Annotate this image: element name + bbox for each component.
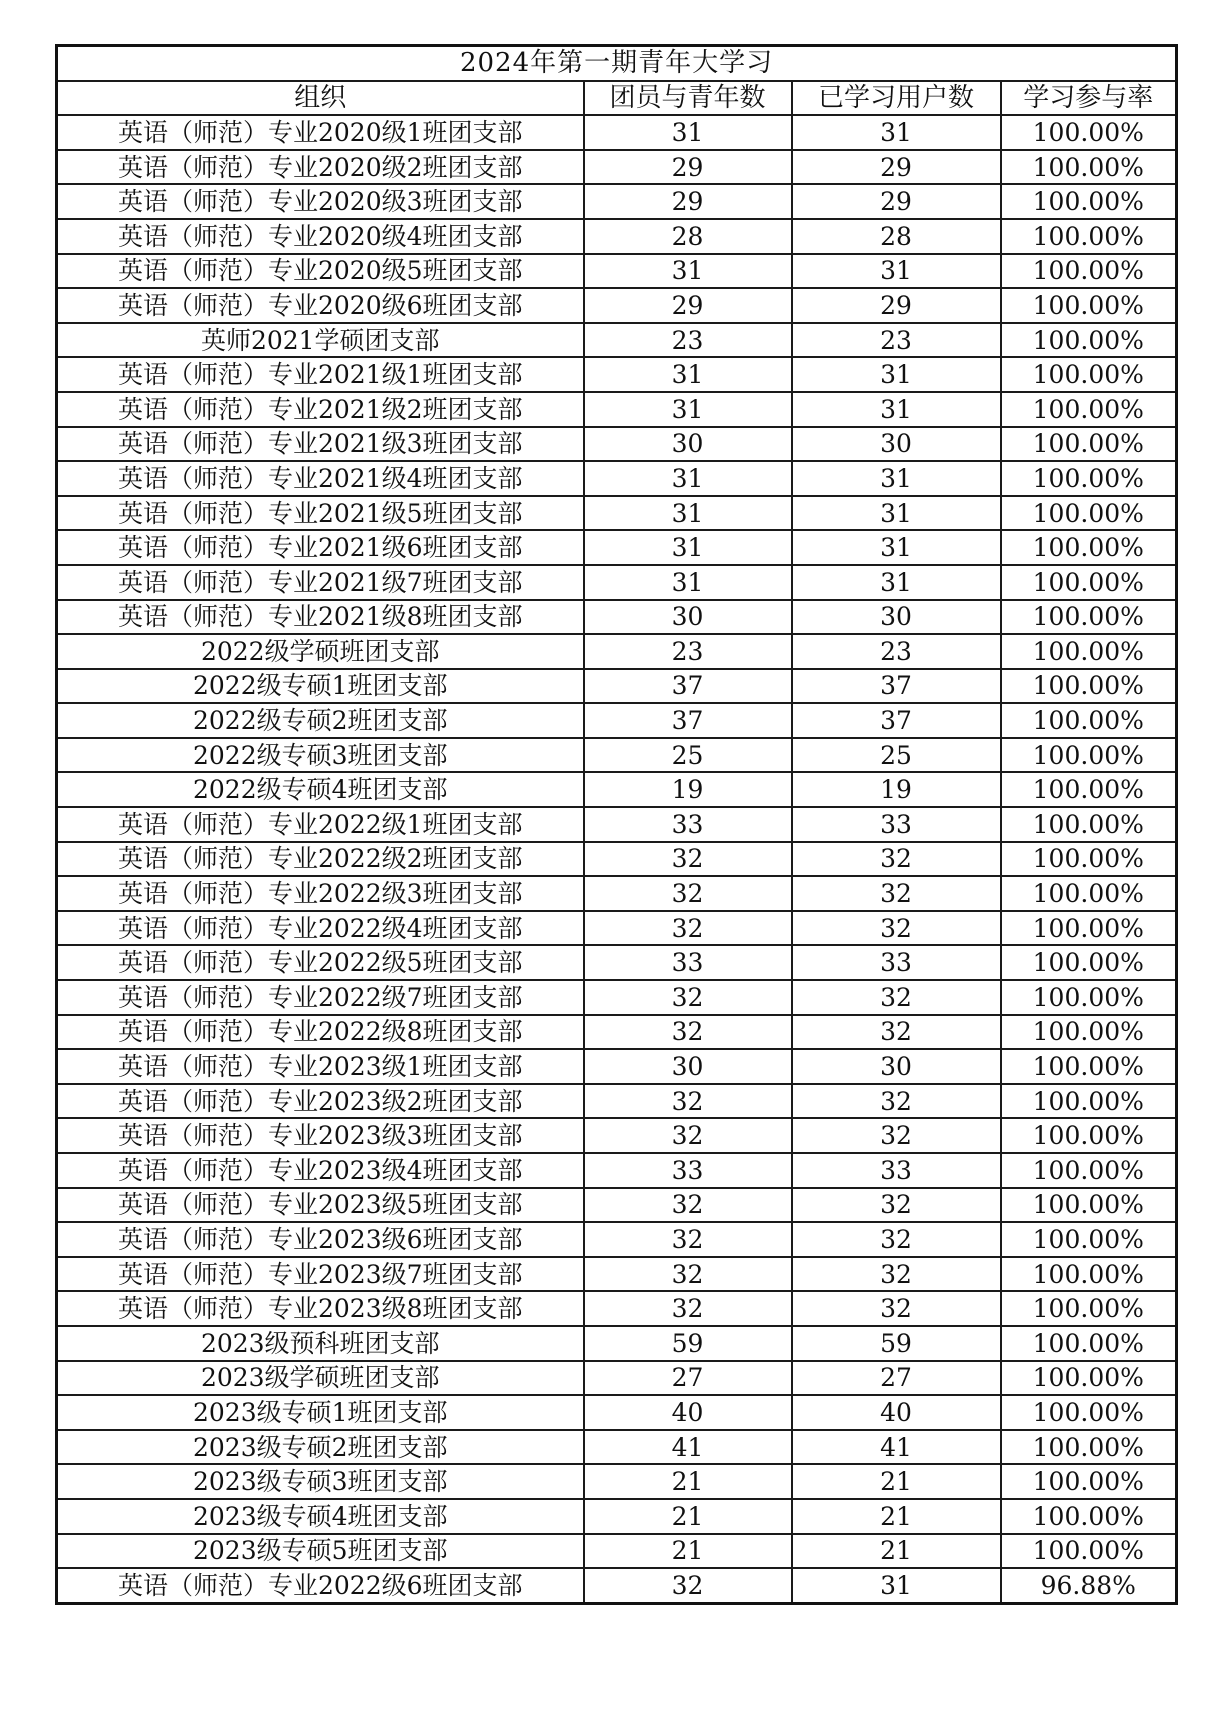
studied-count-cell: 37 bbox=[792, 703, 1001, 738]
studied-count-cell: 21 bbox=[792, 1534, 1001, 1569]
studied-count-cell: 32 bbox=[792, 911, 1001, 946]
member-count-cell: 21 bbox=[584, 1534, 792, 1569]
member-count-cell: 29 bbox=[584, 150, 792, 185]
studied-count-cell: 32 bbox=[792, 1257, 1001, 1292]
organization-cell: 2022级学硕班团支部 bbox=[57, 634, 584, 669]
participation-rate-cell: 100.00% bbox=[1001, 357, 1177, 392]
table-row bbox=[57, 911, 1177, 946]
member-count-cell: 30 bbox=[584, 600, 792, 635]
participation-rate-cell: 100.00% bbox=[1001, 1257, 1177, 1292]
participation-rate-cell: 100.00% bbox=[1001, 634, 1177, 669]
participation-rate-cell: 100.00% bbox=[1001, 115, 1177, 150]
member-count-cell: 32 bbox=[584, 1291, 792, 1326]
organization-cell: 英语（师范）专业2021级8班团支部 bbox=[57, 600, 584, 635]
table-row bbox=[57, 1291, 1177, 1326]
table-row bbox=[57, 1049, 1177, 1084]
table-row bbox=[57, 1153, 1177, 1188]
studied-count-cell: 41 bbox=[792, 1430, 1001, 1465]
table-row bbox=[57, 530, 1177, 565]
studied-count-cell: 32 bbox=[792, 1118, 1001, 1153]
participation-rate-cell: 100.00% bbox=[1001, 669, 1177, 704]
organization-cell: 英语（师范）专业2022级4班团支部 bbox=[57, 911, 584, 946]
studied-count-cell: 29 bbox=[792, 150, 1001, 185]
participation-rate-cell: 100.00% bbox=[1001, 980, 1177, 1015]
member-count-cell: 32 bbox=[584, 842, 792, 877]
studied-count-cell: 31 bbox=[792, 392, 1001, 427]
member-count-cell: 27 bbox=[584, 1361, 792, 1396]
table-row bbox=[57, 1257, 1177, 1292]
studied-count-cell: 33 bbox=[792, 1153, 1001, 1188]
participation-rate-cell: 100.00% bbox=[1001, 565, 1177, 600]
table-row bbox=[57, 772, 1177, 807]
organization-cell: 英语（师范）专业2023级1班团支部 bbox=[57, 1049, 584, 1084]
member-count-cell: 32 bbox=[584, 911, 792, 946]
participation-rate-cell: 100.00% bbox=[1001, 600, 1177, 635]
studied-count-cell: 30 bbox=[792, 427, 1001, 462]
member-count-cell: 30 bbox=[584, 1049, 792, 1084]
participation-rate-cell: 100.00% bbox=[1001, 496, 1177, 531]
table-row bbox=[57, 1534, 1177, 1569]
studied-count-cell: 32 bbox=[792, 1188, 1001, 1223]
member-count-cell: 32 bbox=[584, 1188, 792, 1223]
table-row bbox=[57, 1430, 1177, 1465]
participation-rate-cell: 100.00% bbox=[1001, 842, 1177, 877]
studied-count-cell: 28 bbox=[792, 219, 1001, 254]
participation-rate-cell: 100.00% bbox=[1001, 807, 1177, 842]
studied-count-cell: 25 bbox=[792, 738, 1001, 773]
participation-rate-cell: 100.00% bbox=[1001, 392, 1177, 427]
studied-count-cell: 32 bbox=[792, 1222, 1001, 1257]
table-row bbox=[57, 738, 1177, 773]
studied-count-cell: 32 bbox=[792, 980, 1001, 1015]
table-row bbox=[57, 1395, 1177, 1430]
participation-rate-cell: 100.00% bbox=[1001, 1499, 1177, 1534]
participation-rate-cell: 100.00% bbox=[1001, 876, 1177, 911]
member-count-cell: 32 bbox=[584, 1568, 792, 1603]
header-organization: 组织 bbox=[57, 81, 584, 116]
member-count-cell: 32 bbox=[584, 1222, 792, 1257]
header-row bbox=[57, 81, 1177, 116]
table-row bbox=[57, 703, 1177, 738]
studied-count-cell: 31 bbox=[792, 530, 1001, 565]
member-count-cell: 31 bbox=[584, 461, 792, 496]
participation-rate-cell: 100.00% bbox=[1001, 1464, 1177, 1499]
member-count-cell: 29 bbox=[584, 184, 792, 219]
member-count-cell: 33 bbox=[584, 807, 792, 842]
studied-count-cell: 31 bbox=[792, 357, 1001, 392]
table-row bbox=[57, 980, 1177, 1015]
member-count-cell: 32 bbox=[584, 1118, 792, 1153]
organization-cell: 英语（师范）专业2023级2班团支部 bbox=[57, 1084, 584, 1119]
member-count-cell: 31 bbox=[584, 115, 792, 150]
organization-cell: 英语（师范）专业2020级4班团支部 bbox=[57, 219, 584, 254]
member-count-cell: 59 bbox=[584, 1326, 792, 1361]
member-count-cell: 32 bbox=[584, 1015, 792, 1050]
studied-count-cell: 29 bbox=[792, 184, 1001, 219]
studied-count-cell: 31 bbox=[792, 461, 1001, 496]
organization-cell: 2023级专硕1班团支部 bbox=[57, 1395, 584, 1430]
table-row bbox=[57, 1499, 1177, 1534]
organization-cell: 2023级专硕3班团支部 bbox=[57, 1464, 584, 1499]
organization-cell: 英语（师范）专业2020级2班团支部 bbox=[57, 150, 584, 185]
studied-count-cell: 30 bbox=[792, 600, 1001, 635]
table-row bbox=[57, 323, 1177, 358]
studied-count-cell: 23 bbox=[792, 634, 1001, 669]
organization-cell: 英语（师范）专业2023级5班团支部 bbox=[57, 1188, 584, 1223]
member-count-cell: 21 bbox=[584, 1464, 792, 1499]
member-count-cell: 37 bbox=[584, 669, 792, 704]
organization-cell: 2022级专硕1班团支部 bbox=[57, 669, 584, 704]
participation-rate-cell: 100.00% bbox=[1001, 1153, 1177, 1188]
participation-rate-cell: 100.00% bbox=[1001, 945, 1177, 980]
member-count-cell: 37 bbox=[584, 703, 792, 738]
organization-cell: 英语（师范）专业2020级3班团支部 bbox=[57, 184, 584, 219]
table-title: 2024年第一期青年大学习 bbox=[57, 46, 1177, 81]
organization-cell: 英语（师范）专业2023级8班团支部 bbox=[57, 1291, 584, 1326]
studied-count-cell: 31 bbox=[792, 115, 1001, 150]
organization-cell: 2022级专硕2班团支部 bbox=[57, 703, 584, 738]
studied-count-cell: 19 bbox=[792, 772, 1001, 807]
studied-count-cell: 31 bbox=[792, 1568, 1001, 1603]
member-count-cell: 31 bbox=[584, 530, 792, 565]
studied-count-cell: 32 bbox=[792, 842, 1001, 877]
table-row bbox=[57, 1361, 1177, 1396]
organization-cell: 英语（师范）专业2022级6班团支部 bbox=[57, 1568, 584, 1603]
member-count-cell: 21 bbox=[584, 1499, 792, 1534]
organization-cell: 英语（师范）专业2022级3班团支部 bbox=[57, 876, 584, 911]
organization-cell: 2023级专硕4班团支部 bbox=[57, 1499, 584, 1534]
studied-count-cell: 31 bbox=[792, 565, 1001, 600]
table-row bbox=[57, 1118, 1177, 1153]
participation-rate-cell: 100.00% bbox=[1001, 772, 1177, 807]
studied-count-cell: 31 bbox=[792, 254, 1001, 289]
table-body bbox=[57, 115, 1177, 1603]
member-count-cell: 23 bbox=[584, 634, 792, 669]
table-row bbox=[57, 461, 1177, 496]
member-count-cell: 32 bbox=[584, 980, 792, 1015]
organization-cell: 2023级预科班团支部 bbox=[57, 1326, 584, 1361]
participation-rate-cell: 100.00% bbox=[1001, 1395, 1177, 1430]
studied-count-cell: 33 bbox=[792, 807, 1001, 842]
studied-count-cell: 27 bbox=[792, 1361, 1001, 1396]
organization-cell: 英语（师范）专业2022级5班团支部 bbox=[57, 945, 584, 980]
participation-rate-cell: 100.00% bbox=[1001, 530, 1177, 565]
organization-cell: 2023级专硕5班团支部 bbox=[57, 1534, 584, 1569]
organization-cell: 英语（师范）专业2023级3班团支部 bbox=[57, 1118, 584, 1153]
studied-count-cell: 30 bbox=[792, 1049, 1001, 1084]
studied-count-cell: 40 bbox=[792, 1395, 1001, 1430]
participation-rate-cell: 100.00% bbox=[1001, 1361, 1177, 1396]
member-count-cell: 41 bbox=[584, 1430, 792, 1465]
organization-cell: 英语（师范）专业2021级2班团支部 bbox=[57, 392, 584, 427]
participation-rate-cell: 100.00% bbox=[1001, 1534, 1177, 1569]
studied-count-cell: 23 bbox=[792, 323, 1001, 358]
studied-count-cell: 33 bbox=[792, 945, 1001, 980]
studied-count-cell: 21 bbox=[792, 1499, 1001, 1534]
organization-cell: 英语（师范）专业2022级7班团支部 bbox=[57, 980, 584, 1015]
table-row bbox=[57, 184, 1177, 219]
table-row bbox=[57, 1568, 1177, 1603]
table-row bbox=[57, 150, 1177, 185]
table-row bbox=[57, 1188, 1177, 1223]
participation-rate-cell: 100.00% bbox=[1001, 288, 1177, 323]
participation-rate-cell: 100.00% bbox=[1001, 427, 1177, 462]
organization-cell: 英语（师范）专业2023级7班团支部 bbox=[57, 1257, 584, 1292]
member-count-cell: 25 bbox=[584, 738, 792, 773]
member-count-cell: 19 bbox=[584, 772, 792, 807]
participation-rate-cell: 100.00% bbox=[1001, 219, 1177, 254]
participation-rate-cell: 100.00% bbox=[1001, 1049, 1177, 1084]
participation-rate-cell: 100.00% bbox=[1001, 1222, 1177, 1257]
table-row bbox=[57, 219, 1177, 254]
table-row bbox=[57, 1222, 1177, 1257]
organization-cell: 英语（师范）专业2021级4班团支部 bbox=[57, 461, 584, 496]
member-count-cell: 33 bbox=[584, 1153, 792, 1188]
member-count-cell: 40 bbox=[584, 1395, 792, 1430]
table-row bbox=[57, 842, 1177, 877]
studied-count-cell: 21 bbox=[792, 1464, 1001, 1499]
organization-cell: 英语（师范）专业2021级3班团支部 bbox=[57, 427, 584, 462]
spreadsheet-sheet bbox=[55, 44, 1175, 1605]
table-row bbox=[57, 634, 1177, 669]
participation-rate-cell: 100.00% bbox=[1001, 1015, 1177, 1050]
participation-rate-cell: 100.00% bbox=[1001, 738, 1177, 773]
participation-rate-cell: 100.00% bbox=[1001, 1326, 1177, 1361]
table-row bbox=[57, 1464, 1177, 1499]
table-row bbox=[57, 1084, 1177, 1119]
studied-count-cell: 32 bbox=[792, 1015, 1001, 1050]
organization-cell: 英语（师范）专业2020级5班团支部 bbox=[57, 254, 584, 289]
table-row bbox=[57, 357, 1177, 392]
participation-rate-cell: 100.00% bbox=[1001, 1188, 1177, 1223]
member-count-cell: 31 bbox=[584, 496, 792, 531]
table-row bbox=[57, 496, 1177, 531]
studied-count-cell: 32 bbox=[792, 1084, 1001, 1119]
studied-count-cell: 59 bbox=[792, 1326, 1001, 1361]
member-count-cell: 29 bbox=[584, 288, 792, 323]
organization-cell: 2022级专硕4班团支部 bbox=[57, 772, 584, 807]
table-row bbox=[57, 1015, 1177, 1050]
organization-cell: 英语（师范）专业2021级5班团支部 bbox=[57, 496, 584, 531]
participation-rate-cell: 100.00% bbox=[1001, 1430, 1177, 1465]
participation-rate-cell: 100.00% bbox=[1001, 1291, 1177, 1326]
title-row bbox=[57, 46, 1177, 81]
table-row bbox=[57, 945, 1177, 980]
table-row bbox=[57, 392, 1177, 427]
table-row bbox=[57, 288, 1177, 323]
table-row bbox=[57, 565, 1177, 600]
table-row bbox=[57, 876, 1177, 911]
member-count-cell: 31 bbox=[584, 357, 792, 392]
member-count-cell: 23 bbox=[584, 323, 792, 358]
studied-count-cell: 31 bbox=[792, 496, 1001, 531]
studied-count-cell: 32 bbox=[792, 876, 1001, 911]
participation-rate-cell: 100.00% bbox=[1001, 150, 1177, 185]
organization-cell: 英语（师范）专业2020级1班团支部 bbox=[57, 115, 584, 150]
study-participation-table bbox=[55, 44, 1178, 1605]
organization-cell: 英语（师范）专业2021级1班团支部 bbox=[57, 357, 584, 392]
header-studied-count: 已学习用户数 bbox=[792, 81, 1001, 116]
organization-cell: 英语（师范）专业2020级6班团支部 bbox=[57, 288, 584, 323]
header-participation-rate: 学习参与率 bbox=[1001, 81, 1177, 116]
table-row bbox=[57, 600, 1177, 635]
table-row bbox=[57, 669, 1177, 704]
member-count-cell: 32 bbox=[584, 1084, 792, 1119]
participation-rate-cell: 100.00% bbox=[1001, 184, 1177, 219]
organization-cell: 英语（师范）专业2022级2班团支部 bbox=[57, 842, 584, 877]
organization-cell: 英语（师范）专业2021级7班团支部 bbox=[57, 565, 584, 600]
organization-cell: 英语（师范）专业2021级6班团支部 bbox=[57, 530, 584, 565]
participation-rate-cell: 100.00% bbox=[1001, 323, 1177, 358]
organization-cell: 英语（师范）专业2022级1班团支部 bbox=[57, 807, 584, 842]
member-count-cell: 31 bbox=[584, 254, 792, 289]
organization-cell: 2023级学硕班团支部 bbox=[57, 1361, 584, 1396]
table-row bbox=[57, 807, 1177, 842]
studied-count-cell: 29 bbox=[792, 288, 1001, 323]
organization-cell: 英语（师范）专业2023级4班团支部 bbox=[57, 1153, 584, 1188]
table-row bbox=[57, 427, 1177, 462]
member-count-cell: 32 bbox=[584, 1257, 792, 1292]
participation-rate-cell: 100.00% bbox=[1001, 703, 1177, 738]
table-row bbox=[57, 115, 1177, 150]
participation-rate-cell: 100.00% bbox=[1001, 254, 1177, 289]
organization-cell: 2022级专硕3班团支部 bbox=[57, 738, 584, 773]
studied-count-cell: 32 bbox=[792, 1291, 1001, 1326]
member-count-cell: 31 bbox=[584, 565, 792, 600]
studied-count-cell: 37 bbox=[792, 669, 1001, 704]
participation-rate-cell: 100.00% bbox=[1001, 1084, 1177, 1119]
organization-cell: 2023级专硕2班团支部 bbox=[57, 1430, 584, 1465]
organization-cell: 英师2021学硕团支部 bbox=[57, 323, 584, 358]
table-row bbox=[57, 1326, 1177, 1361]
organization-cell: 英语（师范）专业2023级6班团支部 bbox=[57, 1222, 584, 1257]
member-count-cell: 28 bbox=[584, 219, 792, 254]
table-row bbox=[57, 254, 1177, 289]
member-count-cell: 32 bbox=[584, 876, 792, 911]
member-count-cell: 33 bbox=[584, 945, 792, 980]
organization-cell: 英语（师范）专业2022级8班团支部 bbox=[57, 1015, 584, 1050]
member-count-cell: 31 bbox=[584, 392, 792, 427]
participation-rate-cell: 100.00% bbox=[1001, 1118, 1177, 1153]
participation-rate-cell: 100.00% bbox=[1001, 911, 1177, 946]
member-count-cell: 30 bbox=[584, 427, 792, 462]
participation-rate-cell: 96.88% bbox=[1001, 1568, 1177, 1603]
header-member-count: 团员与青年数 bbox=[584, 81, 792, 116]
participation-rate-cell: 100.00% bbox=[1001, 461, 1177, 496]
